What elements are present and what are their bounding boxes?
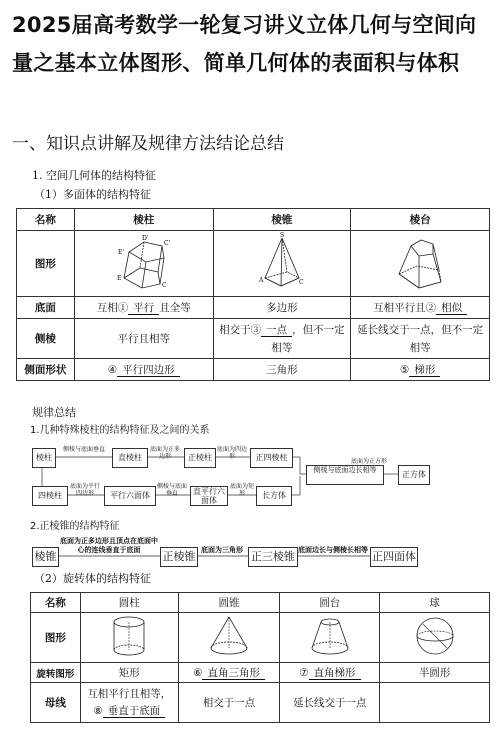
flow-box: 正棱锥 <box>160 547 198 567</box>
svg-text:C: C <box>298 279 304 286</box>
header-cell: 棱台 <box>351 209 490 231</box>
row-label: 母线 <box>31 683 81 723</box>
row-label: 图形 <box>31 613 81 663</box>
flow-box: 直平行六面体 <box>190 486 228 506</box>
subheading: （1）多面体的结构特征 <box>34 188 151 201</box>
header-cell: 圆柱 <box>80 593 178 613</box>
prism-diagram <box>114 232 174 292</box>
flow-label: 侧棱与底面垂直 <box>156 483 187 497</box>
flow-label: 底面为平行四边形 <box>69 483 100 497</box>
row-label: 底面 <box>17 297 75 319</box>
sphere-diagram <box>413 614 457 658</box>
frustum-diagram <box>393 232 447 292</box>
section-heading: 一、知识点讲解及规律方法结论总结 <box>12 134 284 154</box>
header-cell: 棱锥 <box>213 209 351 231</box>
flow-box: 长方体 <box>256 486 292 506</box>
flow-label: 底面为矩形 <box>229 483 254 497</box>
cone-diagram <box>207 614 251 658</box>
row-label: 旋转图形 <box>31 663 81 683</box>
pyramid-diagram <box>259 232 305 292</box>
flow-box: 正四棱柱 <box>250 448 293 468</box>
row-label: 侧面形状 <box>17 359 75 381</box>
polyhedra-table: 名称 棱柱 棱锥 棱台 图形 E' D' C' E C S A C 底面 互相① 平行 且全等 多边形 互相平行且② 相似 侧棱 平行且相等 相交于③ 一点 ，但不一定相等 延长线交于一点，但不一定相等 侧面形状 ④ 平行四边形 三角形 ⑤ 梯形 <box>16 208 490 381</box>
flow-label: 底面为四边形 <box>216 446 247 460</box>
flow-box: 正棱柱 <box>184 448 216 468</box>
header-cell: 名称 <box>31 593 81 613</box>
svg-text:E': E' <box>117 249 124 256</box>
cylinder-diagram <box>109 614 149 658</box>
flow-label: 侧棱与底面垂直 <box>62 446 105 453</box>
rules-label: 规律总结 <box>32 406 76 419</box>
frustum-cone-diagram <box>308 614 352 658</box>
svg-text:D': D' <box>141 235 149 242</box>
svg-text:A: A <box>258 277 264 284</box>
row-label: 侧棱 <box>17 319 75 359</box>
flow-label: 底面为正多边形且顶点在底面中心的连线垂直于底面 <box>60 537 158 554</box>
header-cell: 圆锥 <box>178 593 280 613</box>
flow-box: 正四面体 <box>370 547 418 567</box>
header-cell: 圆台 <box>280 593 380 613</box>
prism-figure <box>74 231 213 297</box>
flow-label: 底面为正多边形 <box>149 446 180 460</box>
subheading: （2）旋转体的结构特征 <box>34 572 151 585</box>
flow-label: 底面为正方形 <box>350 458 387 465</box>
svg-text:C: C <box>161 282 167 289</box>
flow-box: 正三棱锥 <box>248 547 298 567</box>
flow-box: 直棱柱 <box>112 448 148 468</box>
svg-text:S: S <box>279 232 285 239</box>
page-title: 2025届高考数学一轮复习讲义立体几何与空间向量之基本立体图形、简单几何体的表面积与体积 <box>12 13 477 75</box>
flow-box: 棱柱 <box>32 448 56 468</box>
flow-label: 底面为三角形 <box>201 546 243 554</box>
row-label: 图形 <box>17 231 75 297</box>
subheading: 1. 空间几何体的结构特征 <box>32 169 156 182</box>
pyramid-figure <box>213 231 351 297</box>
flow-box: 平行六面体 <box>104 486 156 506</box>
header-cell: 球 <box>380 593 490 613</box>
frustum-figure <box>351 231 490 297</box>
svg-text:E: E <box>116 275 122 282</box>
rule2-title: 2.正棱锥的结构特征 <box>30 521 120 532</box>
flow-box: 侧棱与底面边长相等 <box>306 465 384 485</box>
solids-of-revolution-table: 名称 圆柱 圆锥 圆台 球 图形 旋转图形 矩形 ⑥ 直角三角形 ⑦ 直角梯形 半圆形 母线 互相平行且相等， ⑧ 垂直于底面 相交于一点 延长线交于一点 <box>30 592 490 723</box>
flow-label: 底面边长与侧棱长相等 <box>298 546 368 554</box>
svg-text:C': C' <box>163 240 170 247</box>
flow-box: 四棱柱 <box>32 486 68 506</box>
flow-box: 正方体 <box>398 465 430 485</box>
flow-box: 棱锥 <box>32 547 59 567</box>
rule1-title: 1.几种特殊棱柱的结构特征及之间的关系 <box>30 425 210 436</box>
header-cell: 名称 <box>17 209 75 231</box>
header-cell: 棱柱 <box>74 209 213 231</box>
